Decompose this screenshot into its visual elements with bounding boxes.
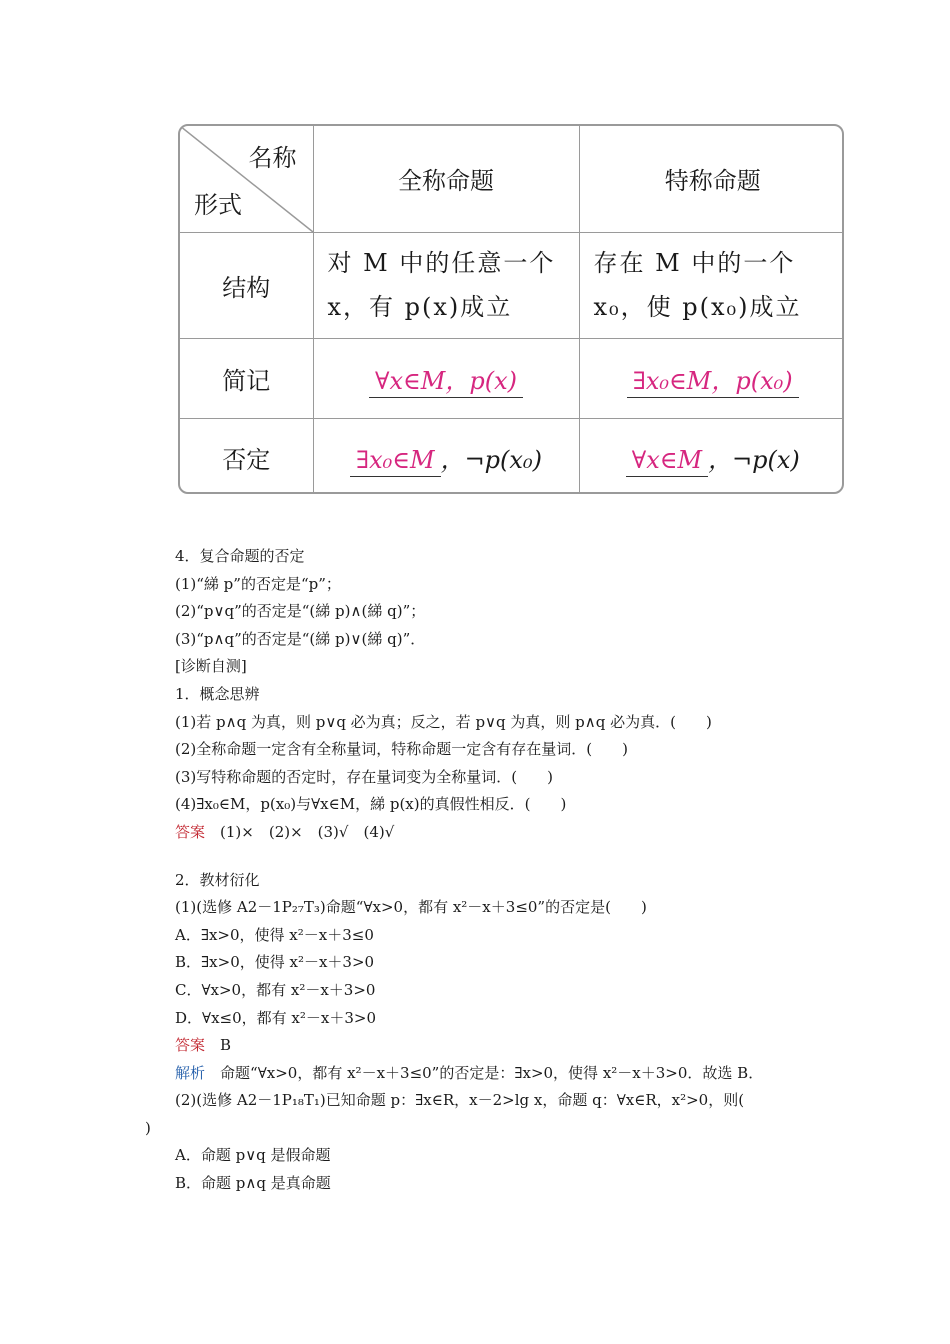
question-line: (3)写特称命题的否定时，存在量词变为全称量词．( ) [175,767,553,786]
table-corner-header [180,126,313,232]
quantifier-table [178,124,844,494]
text-line: (1)“綈 p”的否定是“p”； [175,574,341,593]
row-label-negation: 否定 [180,418,313,494]
answer-line [145,1032,805,1060]
option-line: C．∀x>0，都有 x²－x＋3>0 [175,980,376,999]
row-label-structure: 结构 [180,232,313,338]
header-existential: 特称命题 [579,126,844,232]
row-label-notation: 简记 [180,338,313,418]
notation-universal [313,338,579,418]
section-label: [诊断自测] [175,657,247,676]
question-line: (1)若 p∧q 为真，则 p∨q 必为真；反之，若 p∨q 为真，则 p∧q 必为真．( ) [175,712,712,731]
question-line: (1)(选修 A2－1P₂₇T₃)命题“∀x>0，都有 x²－x＋3≤0”的否定是( ) [175,898,647,917]
structure-universal: 对 M 中的任意一个 x，有 p(x)成立 [313,232,579,338]
analysis-label: 解析 [175,1063,206,1082]
option-line: D．∀x≤0，都有 x²－x＋3>0 [175,1008,377,1027]
question-line: (2)全称命题一定含有全称量词，特称命题一定含有存在量词．( ) [175,740,628,759]
question-line-wrap: ) [145,1118,151,1137]
negation-universal-rest: ，¬p(x₀) [440,445,542,474]
negation-universal [313,418,579,494]
analysis-text: 命题“∀x>0，都有 x²－x＋3≤0”的否定是：∃x>0，使得 x²－x＋3>0．故选 B． [220,1063,764,1082]
option-line: A．命题 p∨q 是假命题 [175,1146,331,1165]
negation-existential-fill: ∀x∈M [626,446,708,477]
notation-existential-fill: ∃x₀∈M，p(x₀) [627,367,799,398]
section-heading: 2．教材衍化 [175,870,260,889]
header-universal: 全称命题 [313,126,579,232]
answer-text: B [220,1036,232,1055]
header-name: 名称 [248,144,297,172]
text-line: (2)“p∨q”的否定是“(綈 p)∧(綈 q)”； [175,602,426,621]
answer-text: (1)× (2)× (3)√ (4)√ [220,822,395,841]
analysis-line [145,1060,805,1088]
option-line: B．命题 p∧q 是真命题 [175,1174,331,1193]
option-line: B．∃x>0，使得 x²－x＋3>0 [175,953,375,972]
question-line: (4)∃x₀∈M，p(x₀)与∀x∈M，綈 p(x)的真假性相反．( ) [175,795,567,814]
structure-existential: 存在 M 中的一个 x₀，使 p(x₀)成立 [579,232,844,338]
negation-existential-rest: ，¬p(x) [708,445,800,474]
answer-line [145,819,805,847]
answer-label: 答案 [175,822,206,841]
option-line: A．∃x>0，使得 x²－x＋3≤0 [175,925,374,944]
text-line: (3)“p∧q”的否定是“(綈 p)∨(綈 q)”． [175,629,426,648]
header-form: 形式 [194,190,242,219]
answer-label: 答案 [175,1036,206,1055]
negation-existential [579,418,844,494]
section-heading: 1．概念思辨 [175,684,260,703]
notation-existential [579,338,844,418]
notation-universal-fill: ∀x∈M，p(x) [369,367,523,398]
question-line: (2)(选修 A2－1P₁₈T₁)已知命题 p：∃x∈R，x－2>lg x，命题 q：∀x∈R，x²>0，则( [175,1091,745,1110]
negation-universal-fill: ∃x₀∈M [350,446,441,477]
document-body [145,543,805,1198]
section-heading: 4．复合命题的否定 [175,547,305,565]
